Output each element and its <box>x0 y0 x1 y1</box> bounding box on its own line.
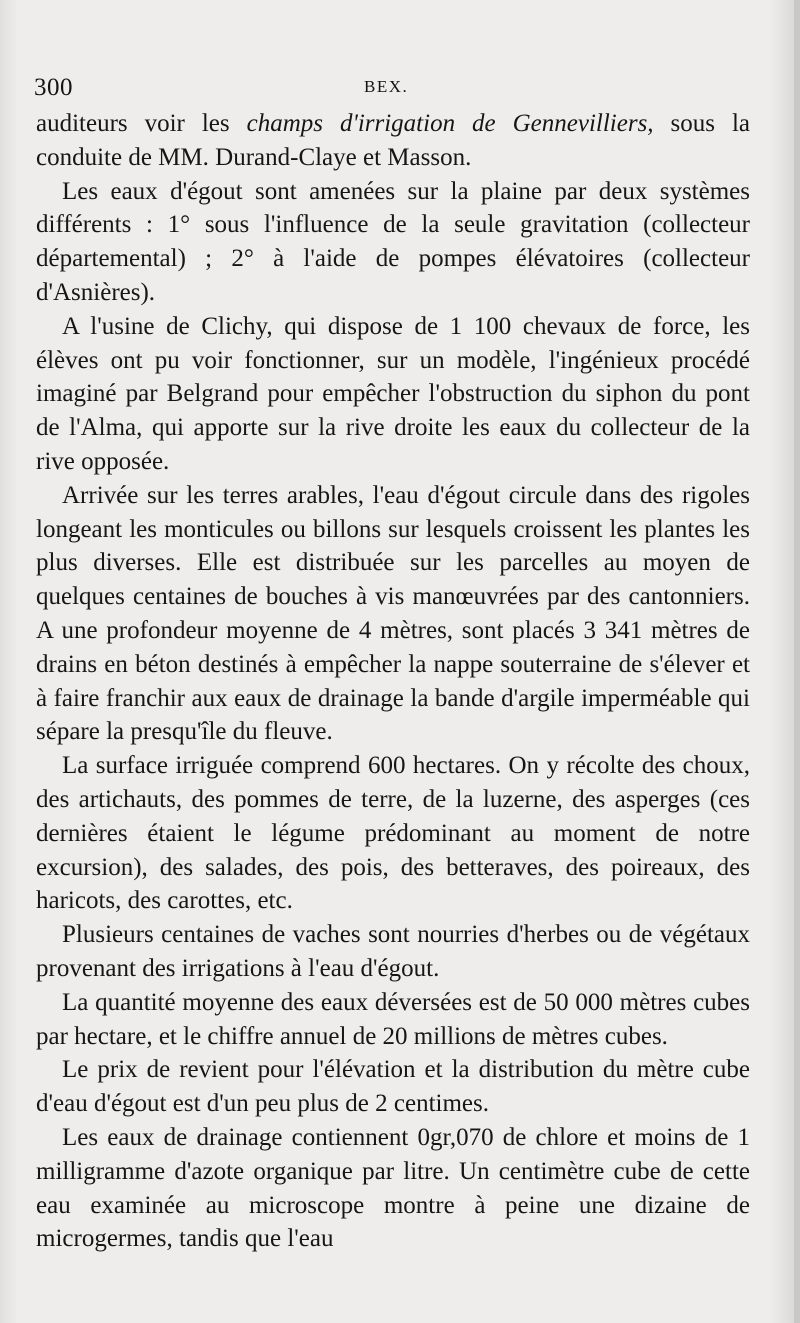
paragraph-3: A l'usine de Clichy, qui dispose de 1 100 chevaux de force, les élèves ont pu voir fonctionner, sur un modèle, l'ingénieux procédé imaginé par Belgrand pour empêcher l'obstruction du siphon du pont de l'Alma, qui apporte sur la rive droite les eaux du collecteur de la rive opposée. <box>36 312 750 475</box>
page-header <box>34 74 750 104</box>
running-head: BEX. <box>364 77 409 96</box>
paragraph-1-lead: auditeurs voir les <box>36 110 247 137</box>
paragraph-5: La surface irriguée comprend 600 hectares. On y récolte des choux, des artichauts, des pommes de terre, de la luzerne, des asperges (ces dernières étaient le légume prédominant au moment de notre excursion), des salades, des pois, des betteraves, des poireaux, des haricots, des carottes, etc. <box>36 752 750 915</box>
paragraph-6: Plusieurs centaines de vaches sont nourries d'herbes ou de végétaux provenant des irrigations à l'eau d'égout. <box>36 921 750 982</box>
paragraph-1-italic: champs d'irrigation de Gennevilliers, <box>246 110 654 137</box>
body-text <box>36 107 750 1256</box>
paragraph-1 <box>36 107 750 175</box>
paragraph-8: Le prix de revient pour l'élévation et la distribution du mètre cube d'eau d'égout est d'un peu plus de 2 centimes. <box>36 1056 750 1118</box>
paragraph-2: Les eaux d'égout sont amenées sur la plaine par deux systèmes différents : 1° sous l'influence de la seule gravitation (collecteur départemental) ; 2° à l'aide de pompes élévatoires (collecteur d'Asnières). <box>36 177 750 306</box>
page-number: 300 <box>34 74 73 101</box>
paragraph-7: La quantité moyenne des eaux déversées est de 50 000 mètres cubes par hectare, et le chiffre annuel de 20 millions de mètres cubes. <box>36 988 750 1050</box>
paragraph-9: Les eaux de drainage contiennent 0gr,070 de chlore et moins de 1 milligramme d'azote organique par litre. Un centimètre cube de cette eau examinée au microscope montre à peine une dizaine de microgermes, tandis que l'eau <box>36 1123 750 1253</box>
page-edge <box>794 0 800 1323</box>
paragraph-1-tail: sous la conduite de MM. Durand-Claye et Masson. <box>36 110 751 171</box>
paragraph-4: Arrivée sur les terres arables, l'eau d'égout circule dans des rigoles longeant les monticules ou billons sur lesquels croissent les plantes les plus diverses. Elle est distribuée sur les parcelles au moyen de quelques centaines de bouches à vis manœuvrées par des cantonniers. A une profondeur moyenne de 4 mètres, sont placés 3 341 mètres de drains en béton destinés à empêcher la nappe souterraine de s'élever et à faire franchir aux eaux de drainage la bande d'argile imperméable qui sépare la presqu'île du fleuve. <box>36 481 750 746</box>
